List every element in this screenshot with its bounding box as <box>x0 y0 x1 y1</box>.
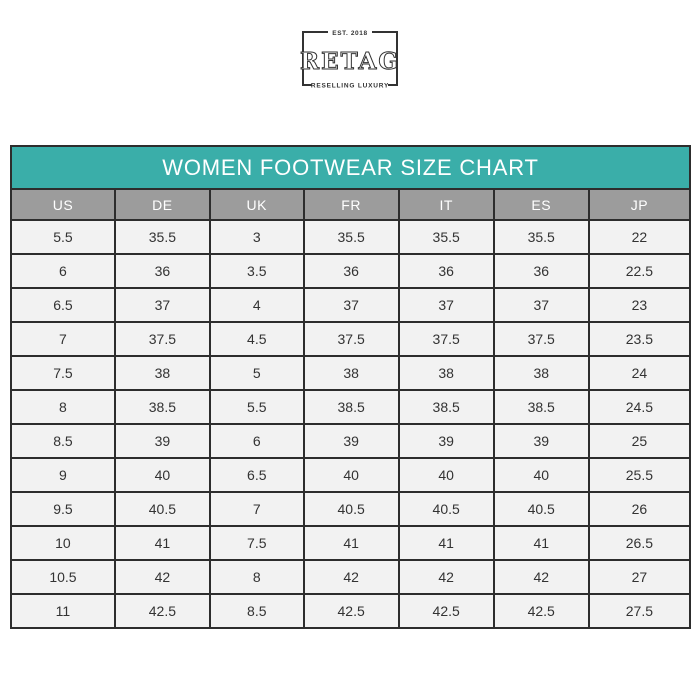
size-cell: 41 <box>494 526 589 560</box>
size-cell: 7.5 <box>210 526 304 560</box>
size-cell: 37.5 <box>494 322 589 356</box>
size-cell: 6 <box>210 424 304 458</box>
size-cell: 38.5 <box>304 390 399 424</box>
size-cell: 26 <box>589 492 690 526</box>
table-row <box>11 424 690 458</box>
size-cell: 4.5 <box>210 322 304 356</box>
size-cell: 8.5 <box>210 594 304 628</box>
brand-logo <box>295 25 405 102</box>
size-cell: 41 <box>115 526 210 560</box>
logo-brand-text: RETAG <box>300 48 400 75</box>
size-cell: 3.5 <box>210 254 304 288</box>
size-cell: 11 <box>11 594 115 628</box>
size-cell: 35.5 <box>304 220 399 254</box>
size-cell: 39 <box>304 424 399 458</box>
size-cell: 5.5 <box>210 390 304 424</box>
size-cell: 3 <box>210 220 304 254</box>
column-header-uk: UK <box>210 189 304 220</box>
size-cell: 40.5 <box>399 492 494 526</box>
size-cell: 40.5 <box>115 492 210 526</box>
logo-tagline-text: RESELLING LUXURY <box>310 82 390 90</box>
logo-est-text: EST. 2018 <box>332 30 368 37</box>
size-cell: 38.5 <box>399 390 494 424</box>
size-cell: 42 <box>399 560 494 594</box>
size-cell: 35.5 <box>115 220 210 254</box>
size-cell: 42 <box>115 560 210 594</box>
size-cell: 35.5 <box>494 220 589 254</box>
size-cell: 27.5 <box>589 594 690 628</box>
size-cell: 36 <box>304 254 399 288</box>
size-cell: 37 <box>115 288 210 322</box>
size-cell: 40 <box>494 458 589 492</box>
table-row <box>11 492 690 526</box>
size-cell: 38.5 <box>115 390 210 424</box>
table-row <box>11 458 690 492</box>
size-cell: 38 <box>494 356 589 390</box>
size-cell: 7.5 <box>11 356 115 390</box>
size-cell: 36 <box>115 254 210 288</box>
table-row <box>11 390 690 424</box>
size-cell: 37.5 <box>304 322 399 356</box>
size-cell: 7 <box>210 492 304 526</box>
size-cell: 42 <box>494 560 589 594</box>
column-header-us: US <box>11 189 115 220</box>
size-cell: 6 <box>11 254 115 288</box>
size-cell: 40 <box>304 458 399 492</box>
size-cell: 37 <box>494 288 589 322</box>
size-cell: 36 <box>494 254 589 288</box>
size-cell: 42.5 <box>399 594 494 628</box>
size-cell: 39 <box>399 424 494 458</box>
size-cell: 26.5 <box>589 526 690 560</box>
size-cell: 40.5 <box>494 492 589 526</box>
size-cell: 38 <box>304 356 399 390</box>
title-row <box>11 146 690 189</box>
size-cell: 24 <box>589 356 690 390</box>
size-cell: 10.5 <box>11 560 115 594</box>
size-cell: 42 <box>304 560 399 594</box>
size-cell: 40.5 <box>304 492 399 526</box>
size-cell: 35.5 <box>399 220 494 254</box>
size-cell: 42.5 <box>494 594 589 628</box>
size-cell: 37.5 <box>115 322 210 356</box>
size-cell: 8.5 <box>11 424 115 458</box>
table-row <box>11 560 690 594</box>
size-cell: 39 <box>494 424 589 458</box>
size-cell: 37.5 <box>399 322 494 356</box>
table-row <box>11 288 690 322</box>
size-cell: 39 <box>115 424 210 458</box>
size-cell: 4 <box>210 288 304 322</box>
size-cell: 42.5 <box>304 594 399 628</box>
size-cell: 5.5 <box>11 220 115 254</box>
size-cell: 6.5 <box>210 458 304 492</box>
size-cell: 37 <box>399 288 494 322</box>
size-chart-table <box>10 145 691 629</box>
size-cell: 9.5 <box>11 492 115 526</box>
column-header-de: DE <box>115 189 210 220</box>
size-cell: 27 <box>589 560 690 594</box>
size-cell: 38.5 <box>494 390 589 424</box>
table-row <box>11 526 690 560</box>
size-cell: 7 <box>11 322 115 356</box>
table-row <box>11 322 690 356</box>
size-cell: 36 <box>399 254 494 288</box>
size-cell: 23.5 <box>589 322 690 356</box>
size-cell: 41 <box>399 526 494 560</box>
size-cell: 8 <box>11 390 115 424</box>
header-row <box>11 189 690 220</box>
table-body <box>11 220 690 628</box>
size-cell: 42.5 <box>115 594 210 628</box>
size-cell: 40 <box>399 458 494 492</box>
brand-logo-graphic <box>295 25 405 97</box>
column-header-es: ES <box>494 189 589 220</box>
table-row <box>11 220 690 254</box>
table-row <box>11 594 690 628</box>
table-row <box>11 356 690 390</box>
column-header-it: IT <box>399 189 494 220</box>
size-cell: 25 <box>589 424 690 458</box>
size-cell: 22.5 <box>589 254 690 288</box>
column-header-fr: FR <box>304 189 399 220</box>
size-cell: 8 <box>210 560 304 594</box>
table-row <box>11 254 690 288</box>
size-cell: 41 <box>304 526 399 560</box>
size-cell: 6.5 <box>11 288 115 322</box>
size-cell: 37 <box>304 288 399 322</box>
size-cell: 23 <box>589 288 690 322</box>
size-cell: 9 <box>11 458 115 492</box>
size-cell: 38 <box>115 356 210 390</box>
size-cell: 38 <box>399 356 494 390</box>
size-cell: 5 <box>210 356 304 390</box>
size-cell: 22 <box>589 220 690 254</box>
size-cell: 40 <box>115 458 210 492</box>
column-header-jp: JP <box>589 189 690 220</box>
size-cell: 24.5 <box>589 390 690 424</box>
size-cell: 25.5 <box>589 458 690 492</box>
chart-title: WOMEN FOOTWEAR SIZE CHART <box>11 146 690 189</box>
size-cell: 10 <box>11 526 115 560</box>
